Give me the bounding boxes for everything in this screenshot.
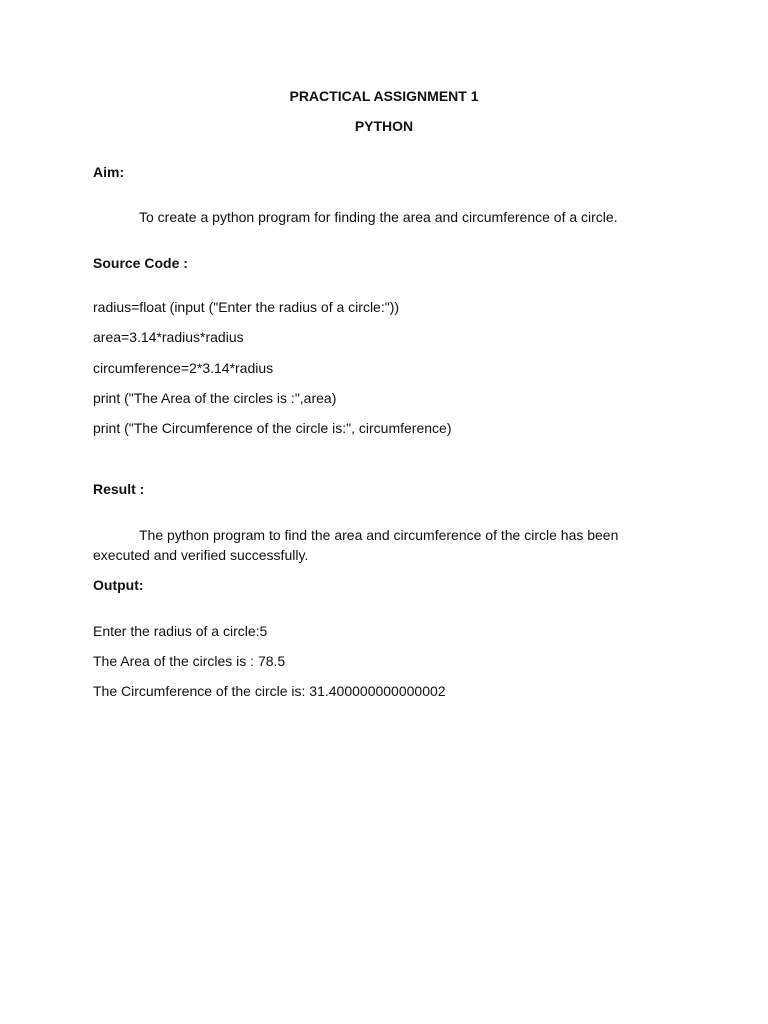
aim-text: To create a python program for finding the area and circumference of a circle. bbox=[139, 209, 618, 225]
code-line: print ("The Circumference of the circle is:", circumference) bbox=[93, 420, 452, 436]
output-line: The Circumference of the circle is: 31.400000000000002 bbox=[93, 683, 446, 699]
code-line: radius=float (input ("Enter the radius of a circle:")) bbox=[93, 299, 400, 315]
output-line: Enter the radius of a circle:5 bbox=[93, 623, 268, 639]
result-heading: Result : bbox=[93, 481, 145, 497]
output-line: The Area of the circles is : 78.5 bbox=[93, 653, 286, 669]
code-line: area=3.14*radius*radius bbox=[93, 329, 244, 345]
output-heading: Output: bbox=[93, 577, 144, 593]
document-subtitle: PYTHON bbox=[354, 118, 414, 134]
aim-heading: Aim: bbox=[93, 164, 125, 180]
code-line: circumference=2*3.14*radius bbox=[93, 360, 274, 376]
result-text: The python program to find the area and circumference of the circle has been executed and verified successfully. bbox=[93, 527, 619, 563]
source-code-heading: Source Code : bbox=[93, 255, 188, 271]
code-line: print ("The Area of the circles is :",area) bbox=[93, 390, 337, 406]
document-title: PRACTICAL ASSIGNMENT 1 bbox=[289, 88, 479, 104]
